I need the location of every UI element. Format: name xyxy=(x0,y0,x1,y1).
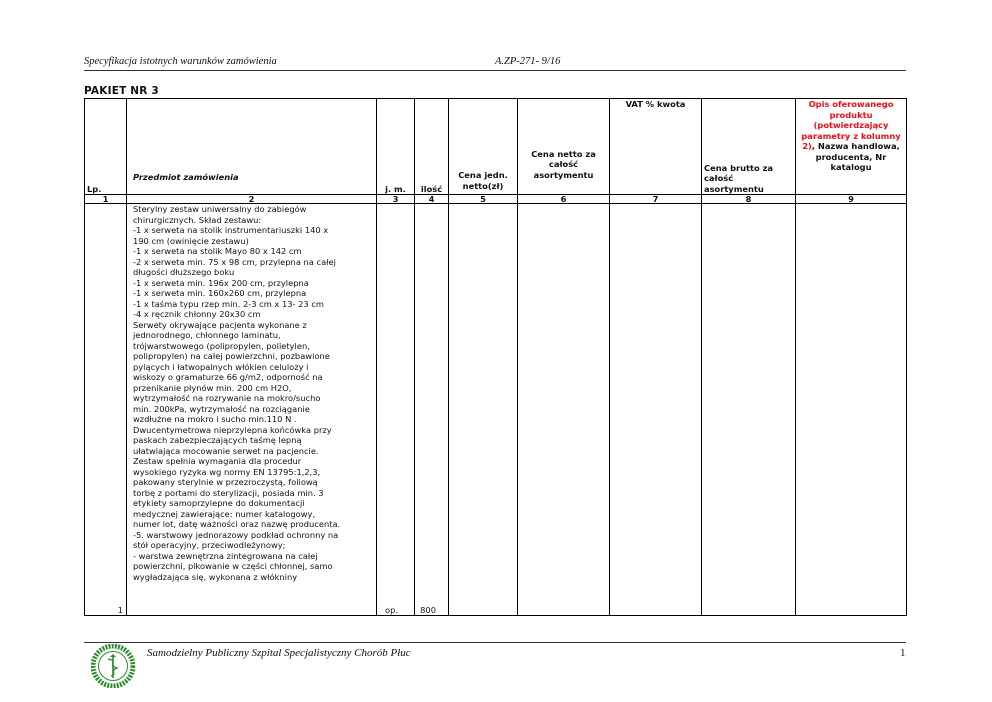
footer-institution-name: Samodzielny Publiczny Szpital Specjalistyczny Chorób Płuc xyxy=(147,647,411,659)
row-quantity: 800 xyxy=(415,204,449,616)
footer-rule xyxy=(84,642,906,643)
col-header-qty: ilość xyxy=(415,99,449,195)
col-header-unit: j. m. xyxy=(377,99,415,195)
product-description-required: Opis oferowanego produktu (potwierdzający parametry z kolumny 2) xyxy=(801,99,901,151)
hospital-logo-icon xyxy=(91,644,135,688)
row-unit: op. xyxy=(377,204,415,616)
column-number: 1 xyxy=(85,195,127,204)
col-header-net-total: Cena netto za całość asortymentu xyxy=(518,99,610,195)
row-product-description-cell[interactable] xyxy=(796,204,907,616)
row-lp: 1 xyxy=(85,204,127,616)
header-spec-title: Specyfikacja istotnych warunków zamówienia xyxy=(84,56,277,67)
column-number: 9 xyxy=(796,195,907,204)
product-description-fields: , Nazwa handlowa, producenta, Nr katalogu xyxy=(811,141,900,172)
package-title: PAKIET NR 3 xyxy=(84,85,159,97)
row-net-total-cell[interactable] xyxy=(518,204,610,616)
column-number: 8 xyxy=(702,195,796,204)
page-header xyxy=(84,56,904,70)
specification-table xyxy=(84,98,907,616)
row-gross-total-cell[interactable] xyxy=(702,204,796,616)
column-number: 6 xyxy=(518,195,610,204)
row-unit-price-cell[interactable] xyxy=(449,204,518,616)
page-number: 1 xyxy=(900,647,906,659)
row-vat-cell[interactable] xyxy=(610,204,702,616)
table-row xyxy=(85,204,907,616)
col-header-product-description xyxy=(796,99,907,195)
column-number: 4 xyxy=(415,195,449,204)
column-number: 3 xyxy=(377,195,415,204)
row-description: Sterylny zestaw uniwersalny do zabiegów chirurgicznych. Skład zestawu: -1 x serweta na stolik instrumentariuszki 140 x 190 cm (owinięcie zestawu) -1 x serweta na stolik Mayo 80 x 142 cm -2 x serweta min. 75 x 98 cm, przylepna na całej długości dłuższego boku -1 x serweta min. 196x 200 cm, przylepna -1 x serweta min. 160x260 cm, przylepna -1 x taśma typu rzep min. 2-3 cm x 13- 23 cm -4 x ręcznik chłonny 20x30 cm Serwety okrywające pacjenta wykonane z jednorodnego, chłonnego laminatu, trójwarstwowego (polipropylen, polietylen, polipropylen) na całej powierzchni, pozbawione pylących i łatwopalnych włókien celulozy i wiskozy o gramaturze 66 g/m2, odporność na przenikanie płynów min. 200 cm H2O, wytrzymałość na rozrywanie na mokro/sucho min. 200kPa, wytrzymałość na rozciąganie wzdłużne na mokro i sucho min.110 N . Dwucentymetrowa nieprzylepna końcówka przy paskach zabezpieczających taśmę lepną ułatwiająca mocowanie serwet na pacjencie. Zestaw spełnia wymagania dla procedur wysokiego ryzyka wg normy EN 13795:1,2,3, pakowany sterylnie w przezroczystą, foliową torbę z portami do sterylizacji, posiada min. 3 etykiety samoprzylepne do dokumentacji medycznej zawierające: numer katalogowy, numer lot, datę ważności oraz nazwę producenta. -5. warstwowy jednorazowy podkład ochronny na stół operacyjny, przeciwodleżynowy; - warstwa zewnętrzna zintegrowana na całej powierzchni, pikowanie w części chłonnej, samo wygładzająca się, wykonana z włókniny xyxy=(127,204,377,616)
column-numbers-row xyxy=(85,195,907,204)
col-header-subject: Przedmiot zamówienia xyxy=(127,99,377,195)
header-case-number: A.ZP-271- 9/16 xyxy=(495,56,561,67)
column-number: 5 xyxy=(449,195,518,204)
col-header-lp: Lp. xyxy=(85,99,127,195)
col-header-unit-price: Cena jedn. netto(zł) xyxy=(449,99,518,195)
col-header-gross-total: Cena brutto za całość asortymentu xyxy=(702,99,796,195)
header-rule xyxy=(84,70,906,71)
column-number: 7 xyxy=(610,195,702,204)
table-header-row xyxy=(85,99,907,195)
col-header-vat: VAT % kwota xyxy=(610,99,702,195)
column-number: 2 xyxy=(127,195,377,204)
